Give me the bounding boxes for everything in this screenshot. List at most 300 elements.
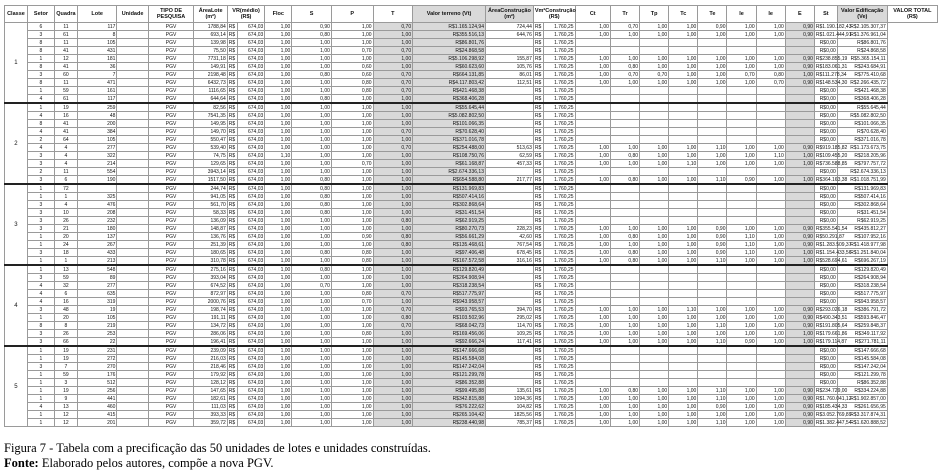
table-cell: R$368.406,28 xyxy=(413,95,486,104)
table-cell: 1,00 xyxy=(331,136,373,144)
table-cell: 1,00 xyxy=(669,403,698,411)
table-cell: R$1.154.433,56 xyxy=(815,249,852,256)
table-cell: R$31.451,54 xyxy=(413,209,486,217)
table-cell: 86,01 xyxy=(485,71,533,79)
table-cell xyxy=(785,184,814,193)
table-cell xyxy=(485,290,533,298)
table-cell: 74,75 xyxy=(194,152,227,160)
table-cell xyxy=(610,217,639,225)
table-cell: 20 xyxy=(54,233,77,241)
table-cell: 1,00 xyxy=(265,55,292,63)
table-cell: 1,00 xyxy=(575,241,610,249)
table-cell xyxy=(610,87,639,95)
table-cell: 674,03 xyxy=(238,355,265,363)
table-cell: 137 xyxy=(77,233,117,241)
table-cell: 1,10 xyxy=(698,144,727,152)
table-cell: 674,03 xyxy=(238,47,265,55)
table-cell xyxy=(640,95,669,104)
table-cell: 253 xyxy=(77,330,117,338)
table-cell: 0,80 xyxy=(610,176,639,185)
table-cell xyxy=(575,168,610,176)
table-cell: R$0,00 xyxy=(814,128,837,136)
col-header: Ct xyxy=(575,6,610,23)
table-cell: 1,00 xyxy=(640,241,669,249)
table-cell: R$ xyxy=(533,298,543,306)
table-cell: R$62.919,25 xyxy=(837,217,887,225)
table-cell: 1,00 xyxy=(331,411,373,419)
table-cell: 1,00 xyxy=(610,330,639,338)
table-cell: 11 xyxy=(54,79,77,87)
table-cell: R$ xyxy=(227,71,237,79)
table-cell: 26 xyxy=(54,330,77,338)
table-cell: R$261.656,95 xyxy=(837,403,887,411)
table-row xyxy=(5,168,938,176)
table-cell xyxy=(669,209,698,217)
table-row xyxy=(5,31,938,39)
table-cell: R$264.908,94 xyxy=(837,274,887,282)
table-row xyxy=(5,120,938,128)
table-cell: 8 xyxy=(27,120,54,128)
table-cell xyxy=(610,282,639,290)
table-cell: R$ xyxy=(533,112,543,120)
table-cell: R$ xyxy=(533,217,543,225)
table-cell: PGV xyxy=(148,233,194,241)
table-cell xyxy=(575,201,610,209)
table-cell xyxy=(756,112,785,120)
table-cell: 1,00 xyxy=(640,330,669,338)
table-cell: R$ xyxy=(533,47,543,55)
table-cell: 1,00 xyxy=(698,306,727,314)
table-row xyxy=(5,23,938,31)
table-cell: 1,00 xyxy=(698,31,727,39)
table-cell: 674,03 xyxy=(238,144,265,152)
table-cell: 550,47 xyxy=(194,136,227,144)
table-cell: R$61.168,87 xyxy=(413,160,486,168)
table-cell: PGV xyxy=(148,63,194,71)
table-cell: 674,03 xyxy=(238,257,265,266)
table-cell: 213 xyxy=(77,257,117,266)
table-cell: 1.760,25 xyxy=(544,217,575,225)
table-cell xyxy=(117,152,148,160)
table-cell: 674,03 xyxy=(238,136,265,144)
table-cell xyxy=(669,193,698,201)
table-cell: 196,41 xyxy=(194,338,227,347)
table-cell xyxy=(727,217,756,225)
table-cell: 1,10 xyxy=(756,152,785,160)
table-cell: 1,00 xyxy=(373,201,413,209)
table-cell xyxy=(727,136,756,144)
table-cell: R$2.674.336,13 xyxy=(837,168,887,176)
table-cell: R$ xyxy=(533,290,543,298)
table-cell: R$ xyxy=(533,379,543,387)
table-cell: 1,00 xyxy=(373,136,413,144)
table-cell: 674,03 xyxy=(238,184,265,193)
table-cell xyxy=(640,298,669,306)
table-cell: 1,00 xyxy=(698,330,727,338)
table-cell: PGV xyxy=(148,330,194,338)
table-cell: R$1.018.751,99 xyxy=(837,176,887,185)
table-cell: PGV xyxy=(148,411,194,419)
table-cell: 3 xyxy=(27,249,54,257)
table-cell: 1,00 xyxy=(331,144,373,152)
table-cell xyxy=(485,95,533,104)
table-cell: R$ xyxy=(227,128,237,136)
table-cell: 1,00 xyxy=(265,103,292,112)
table-cell: 1,00 xyxy=(265,79,292,87)
table-cell: 1,00 xyxy=(640,23,669,31)
table-cell: 1,00 xyxy=(265,136,292,144)
table-cell: 1116,65 xyxy=(194,87,227,95)
table-cell xyxy=(640,168,669,176)
table-cell: 1.760,25 xyxy=(544,290,575,298)
table-cell: 674,03 xyxy=(238,330,265,338)
table-cell: 0,90 xyxy=(727,338,756,347)
table-cell: 393,04 xyxy=(194,274,227,282)
table-cell: 1,00 xyxy=(640,395,669,403)
table-cell: 1,00 xyxy=(575,411,610,419)
table-cell: R$131.969,83 xyxy=(837,184,887,193)
table-cell: 1,00 xyxy=(669,23,698,31)
table-cell: 1,00 xyxy=(756,257,785,266)
table-cell: 674,03 xyxy=(238,282,265,290)
table-cell: 1,00 xyxy=(265,144,292,152)
table-cell: 1,00 xyxy=(727,257,756,266)
table-cell: R$145.584,08 xyxy=(413,355,486,363)
col-header: Valor terreno (Vt) xyxy=(413,6,486,23)
table-cell: 75,50 xyxy=(194,47,227,55)
table-cell: 58,33 xyxy=(194,209,227,217)
table-cell: 7 xyxy=(77,71,117,79)
table-cell: 3 xyxy=(27,152,54,160)
table-cell xyxy=(610,112,639,120)
table-cell xyxy=(785,209,814,217)
table-cell: 1,00 xyxy=(756,306,785,314)
table-cell: 674,03 xyxy=(238,193,265,201)
table-cell: 1,00 xyxy=(640,411,669,419)
table-cell: 1,00 xyxy=(292,355,332,363)
table-cell xyxy=(669,379,698,387)
table-cell xyxy=(117,217,148,225)
table-cell: 1,00 xyxy=(575,63,610,71)
table-cell: 0,80 xyxy=(331,249,373,257)
col-header: P xyxy=(331,6,373,23)
table-cell xyxy=(117,176,148,185)
table-cell xyxy=(698,298,727,306)
table-cell: 1.760,25 xyxy=(544,233,575,241)
table-cell: 1,00 xyxy=(610,395,639,403)
table-row xyxy=(5,184,938,193)
table-cell: R$ xyxy=(227,314,237,322)
table-cell: R$129.820,49 xyxy=(413,265,486,274)
table-row xyxy=(5,411,938,419)
table-cell: 129,65 xyxy=(194,160,227,168)
table-cell: R$1.021.444,91 xyxy=(815,31,852,38)
table-cell xyxy=(727,95,756,104)
table-cell: R$191.805,64 xyxy=(815,322,848,329)
col-header: Lote xyxy=(77,6,117,23)
table-cell: 1,00 xyxy=(265,160,292,168)
table-cell: R$696.267,19 xyxy=(837,257,887,266)
table-cell: 1,00 xyxy=(373,160,413,168)
table-cell: 0,90 xyxy=(785,144,814,152)
table-cell: 1,00 xyxy=(265,282,292,290)
table-cell: 1.760,25 xyxy=(544,144,575,152)
table-cell: 1,00 xyxy=(727,144,756,152)
table-cell: 1,00 xyxy=(698,314,727,322)
table-cell: 1,00 xyxy=(292,112,332,120)
table-cell: 1,00 xyxy=(610,411,639,419)
table-cell: R$0,00 xyxy=(814,47,837,55)
table-cell: 1,00 xyxy=(610,306,639,314)
table-cell: 1,00 xyxy=(640,63,669,71)
table-cell: PGV xyxy=(148,128,194,136)
table-cell: 1,00 xyxy=(373,387,413,395)
table-cell: 136,09 xyxy=(194,217,227,225)
table-cell: R$ xyxy=(227,379,237,387)
table-cell: 1,00 xyxy=(265,314,292,322)
table-cell: R$0,00 xyxy=(814,136,837,144)
table-cell: R$92.666,24 xyxy=(413,338,486,347)
table-cell: 1,00 xyxy=(292,306,332,314)
table-cell xyxy=(610,265,639,274)
table-cell: 1,00 xyxy=(373,209,413,217)
table-cell: 1,00 xyxy=(610,419,639,427)
table-cell xyxy=(698,128,727,136)
table-cell: R$135.468,61 xyxy=(413,241,486,249)
table-cell: 1,00 xyxy=(292,395,332,403)
table-cell: 1,00 xyxy=(331,31,373,39)
table-cell xyxy=(785,103,814,112)
col-header: Tc xyxy=(669,6,698,23)
table-cell: 1,00 xyxy=(640,233,669,241)
table-cell: 674,03 xyxy=(238,103,265,112)
table-cell: 20 xyxy=(54,314,77,322)
table-cell: 1,10 xyxy=(727,241,756,249)
col-header: Quadra xyxy=(54,6,77,23)
table-row xyxy=(5,209,938,217)
table-cell xyxy=(669,120,698,128)
table-cell: 1,00 xyxy=(610,55,639,63)
table-cell xyxy=(610,201,639,209)
table-cell: R$ xyxy=(533,257,543,266)
table-cell xyxy=(117,95,148,104)
col-header: Te xyxy=(698,6,727,23)
table-cell: 0,90 xyxy=(698,23,727,31)
table-cell: 1,00 xyxy=(727,63,756,71)
col-header: Vm²Construção (R$) xyxy=(533,6,575,23)
table-cell: R$147.666,68 xyxy=(413,346,486,355)
table-cell: 1,00 xyxy=(373,193,413,201)
table-cell: 1,00 xyxy=(373,371,413,379)
table-cell: 231 xyxy=(77,346,117,355)
table-cell: 8 xyxy=(77,31,117,39)
table-cell: 1.760,25 xyxy=(544,79,575,87)
table-cell xyxy=(756,184,785,193)
table-cell: 1,00 xyxy=(756,176,785,185)
table-cell: 1094,36 xyxy=(485,395,533,403)
table-cell: 0,70 xyxy=(373,79,413,87)
table-cell xyxy=(727,47,756,55)
table-cell: 1,00 xyxy=(292,322,332,330)
table-cell: 1,00 xyxy=(265,87,292,95)
table-cell: 1.760,25 xyxy=(544,338,575,347)
table-cell: R$ xyxy=(533,39,543,47)
table-cell: R$302.868,64 xyxy=(413,201,486,209)
table-cell: 1,10 xyxy=(698,257,727,266)
table-cell: 1.760,25 xyxy=(544,112,575,120)
table-cell: 1,00 xyxy=(292,330,332,338)
table-cell: R$435.812,27 xyxy=(837,225,887,233)
table-cell: 4 xyxy=(27,144,54,152)
table-cell xyxy=(785,290,814,298)
table-row xyxy=(5,193,938,201)
table-cell: 228,23 xyxy=(485,225,533,233)
table-cell: 1.760,25 xyxy=(544,346,575,355)
table-cell: R$107.952,16 xyxy=(837,233,887,241)
table-cell xyxy=(640,217,669,225)
table-cell: 114,70 xyxy=(485,322,533,330)
table-cell xyxy=(756,193,785,201)
table-cell: 1,00 xyxy=(785,160,814,168)
table-cell: PGV xyxy=(148,136,194,144)
table-cell: 674,03 xyxy=(238,265,265,274)
table-cell xyxy=(117,225,148,233)
table-cell xyxy=(610,168,639,176)
table-cell: 1,00 xyxy=(575,403,610,411)
table-cell: 1.760,25 xyxy=(544,87,575,95)
table-cell: 1.760,25 xyxy=(544,31,575,39)
table-cell: 1,00 xyxy=(331,193,373,201)
table-cell: 232 xyxy=(77,217,117,225)
table-cell: 0,80 xyxy=(610,233,639,241)
table-cell: R$ xyxy=(227,95,237,104)
table-cell: R$ xyxy=(227,176,237,185)
table-cell xyxy=(485,184,533,193)
table-cell: R$ xyxy=(227,63,237,71)
table-cell: PGV xyxy=(148,55,194,63)
table-row xyxy=(5,47,938,55)
table-cell: PGV xyxy=(148,241,194,249)
table-cell: 7541,35 xyxy=(194,112,227,120)
table-cell: 1,00 xyxy=(331,282,373,290)
table-cell: 128,12 xyxy=(194,379,227,387)
source-text: Elaborado pelos autores, compõe a nova PGV. xyxy=(38,456,274,470)
table-cell: R$ xyxy=(533,209,543,217)
table-cell: PGV xyxy=(148,112,194,120)
table-cell: 1,00 xyxy=(265,403,292,411)
table-cell: R$169.456,06 xyxy=(413,330,486,338)
table-cell xyxy=(575,217,610,225)
table-cell xyxy=(756,136,785,144)
table-row xyxy=(5,152,938,160)
table-cell: 1,00 xyxy=(265,184,292,193)
table-cell: R$0,00 xyxy=(814,355,837,363)
table-cell: 16 xyxy=(54,298,77,306)
table-cell: 1.760,25 xyxy=(544,371,575,379)
table-cell: R$ xyxy=(227,282,237,290)
table-cell xyxy=(727,379,756,387)
table-cell: 0,90 xyxy=(785,322,814,330)
table-cell: 1,00 xyxy=(292,39,332,47)
table-cell: 1,00 xyxy=(331,322,373,330)
table-cell: 1,00 xyxy=(373,168,413,176)
table-cell: 1,00 xyxy=(610,241,639,249)
table-cell xyxy=(727,298,756,306)
table-cell: R$0,00 xyxy=(814,201,837,209)
table-cell xyxy=(727,39,756,47)
table-cell: 1,00 xyxy=(331,371,373,379)
table-cell xyxy=(698,112,727,120)
table-cell: 1,10 xyxy=(698,395,727,403)
table-cell xyxy=(698,193,727,201)
table-cell: 1,00 xyxy=(669,233,698,241)
table-cell: 0,90 xyxy=(785,31,814,39)
table-cell: 1,00 xyxy=(669,31,698,39)
table-cell: 13 xyxy=(54,403,77,411)
table-row xyxy=(5,160,938,168)
table-cell xyxy=(117,355,148,363)
table-cell xyxy=(575,112,610,120)
table-row xyxy=(5,371,938,379)
table-cell xyxy=(117,338,148,347)
table-row xyxy=(5,39,938,47)
table-cell xyxy=(727,193,756,201)
table-cell xyxy=(485,371,533,379)
table-cell: 219 xyxy=(77,322,117,330)
table-cell: 1,00 xyxy=(265,39,292,47)
table-cell: R$1.165.124,94 xyxy=(413,23,486,31)
table-cell: 785,37 xyxy=(485,419,533,427)
table-row xyxy=(5,355,938,363)
table-cell: R$ xyxy=(533,193,543,201)
table-cell: 0,70 xyxy=(727,71,756,79)
table-cell: 161 xyxy=(77,87,117,95)
table-cell: 1,00 xyxy=(640,225,669,233)
table-cell: R$ xyxy=(533,71,543,79)
table-cell: 201 xyxy=(77,419,117,427)
table-cell xyxy=(727,371,756,379)
table-cell xyxy=(727,112,756,120)
table-cell: 26 xyxy=(54,217,77,225)
table-cell: 1,00 xyxy=(292,411,332,419)
table-cell: R$ xyxy=(533,128,543,136)
table-cell: 1,00 xyxy=(698,63,727,71)
table-cell: 674,03 xyxy=(238,322,265,330)
table-cell: 1 xyxy=(27,257,54,266)
table-cell: 674,03 xyxy=(238,112,265,120)
table-cell: 1,00 xyxy=(292,217,332,225)
table-cell xyxy=(610,371,639,379)
table-cell: 1,00 xyxy=(756,403,785,411)
table-cell: R$93.765,53 xyxy=(413,306,486,314)
table-cell: 548 xyxy=(77,265,117,274)
table-cell: 1,00 xyxy=(756,322,785,330)
classe-cell: 4 xyxy=(5,265,28,346)
table-cell: 0,80 xyxy=(331,87,373,95)
table-cell: R$3.317.874,31 xyxy=(837,411,887,419)
table-cell: 10 xyxy=(54,209,77,217)
table-cell: 1,10 xyxy=(698,322,727,330)
table-cell: 0,70 xyxy=(373,306,413,314)
table-cell: 198,74 xyxy=(194,306,227,314)
table-cell: 1,00 xyxy=(727,419,756,427)
table-cell: 674,03 xyxy=(238,419,265,427)
classe-cell: 2 xyxy=(5,103,28,184)
table-cell: R$318.238,54 xyxy=(413,282,486,290)
table-cell: 1,00 xyxy=(698,411,727,419)
table-cell: 1 xyxy=(27,233,54,241)
table-cell: R$ xyxy=(533,79,543,87)
